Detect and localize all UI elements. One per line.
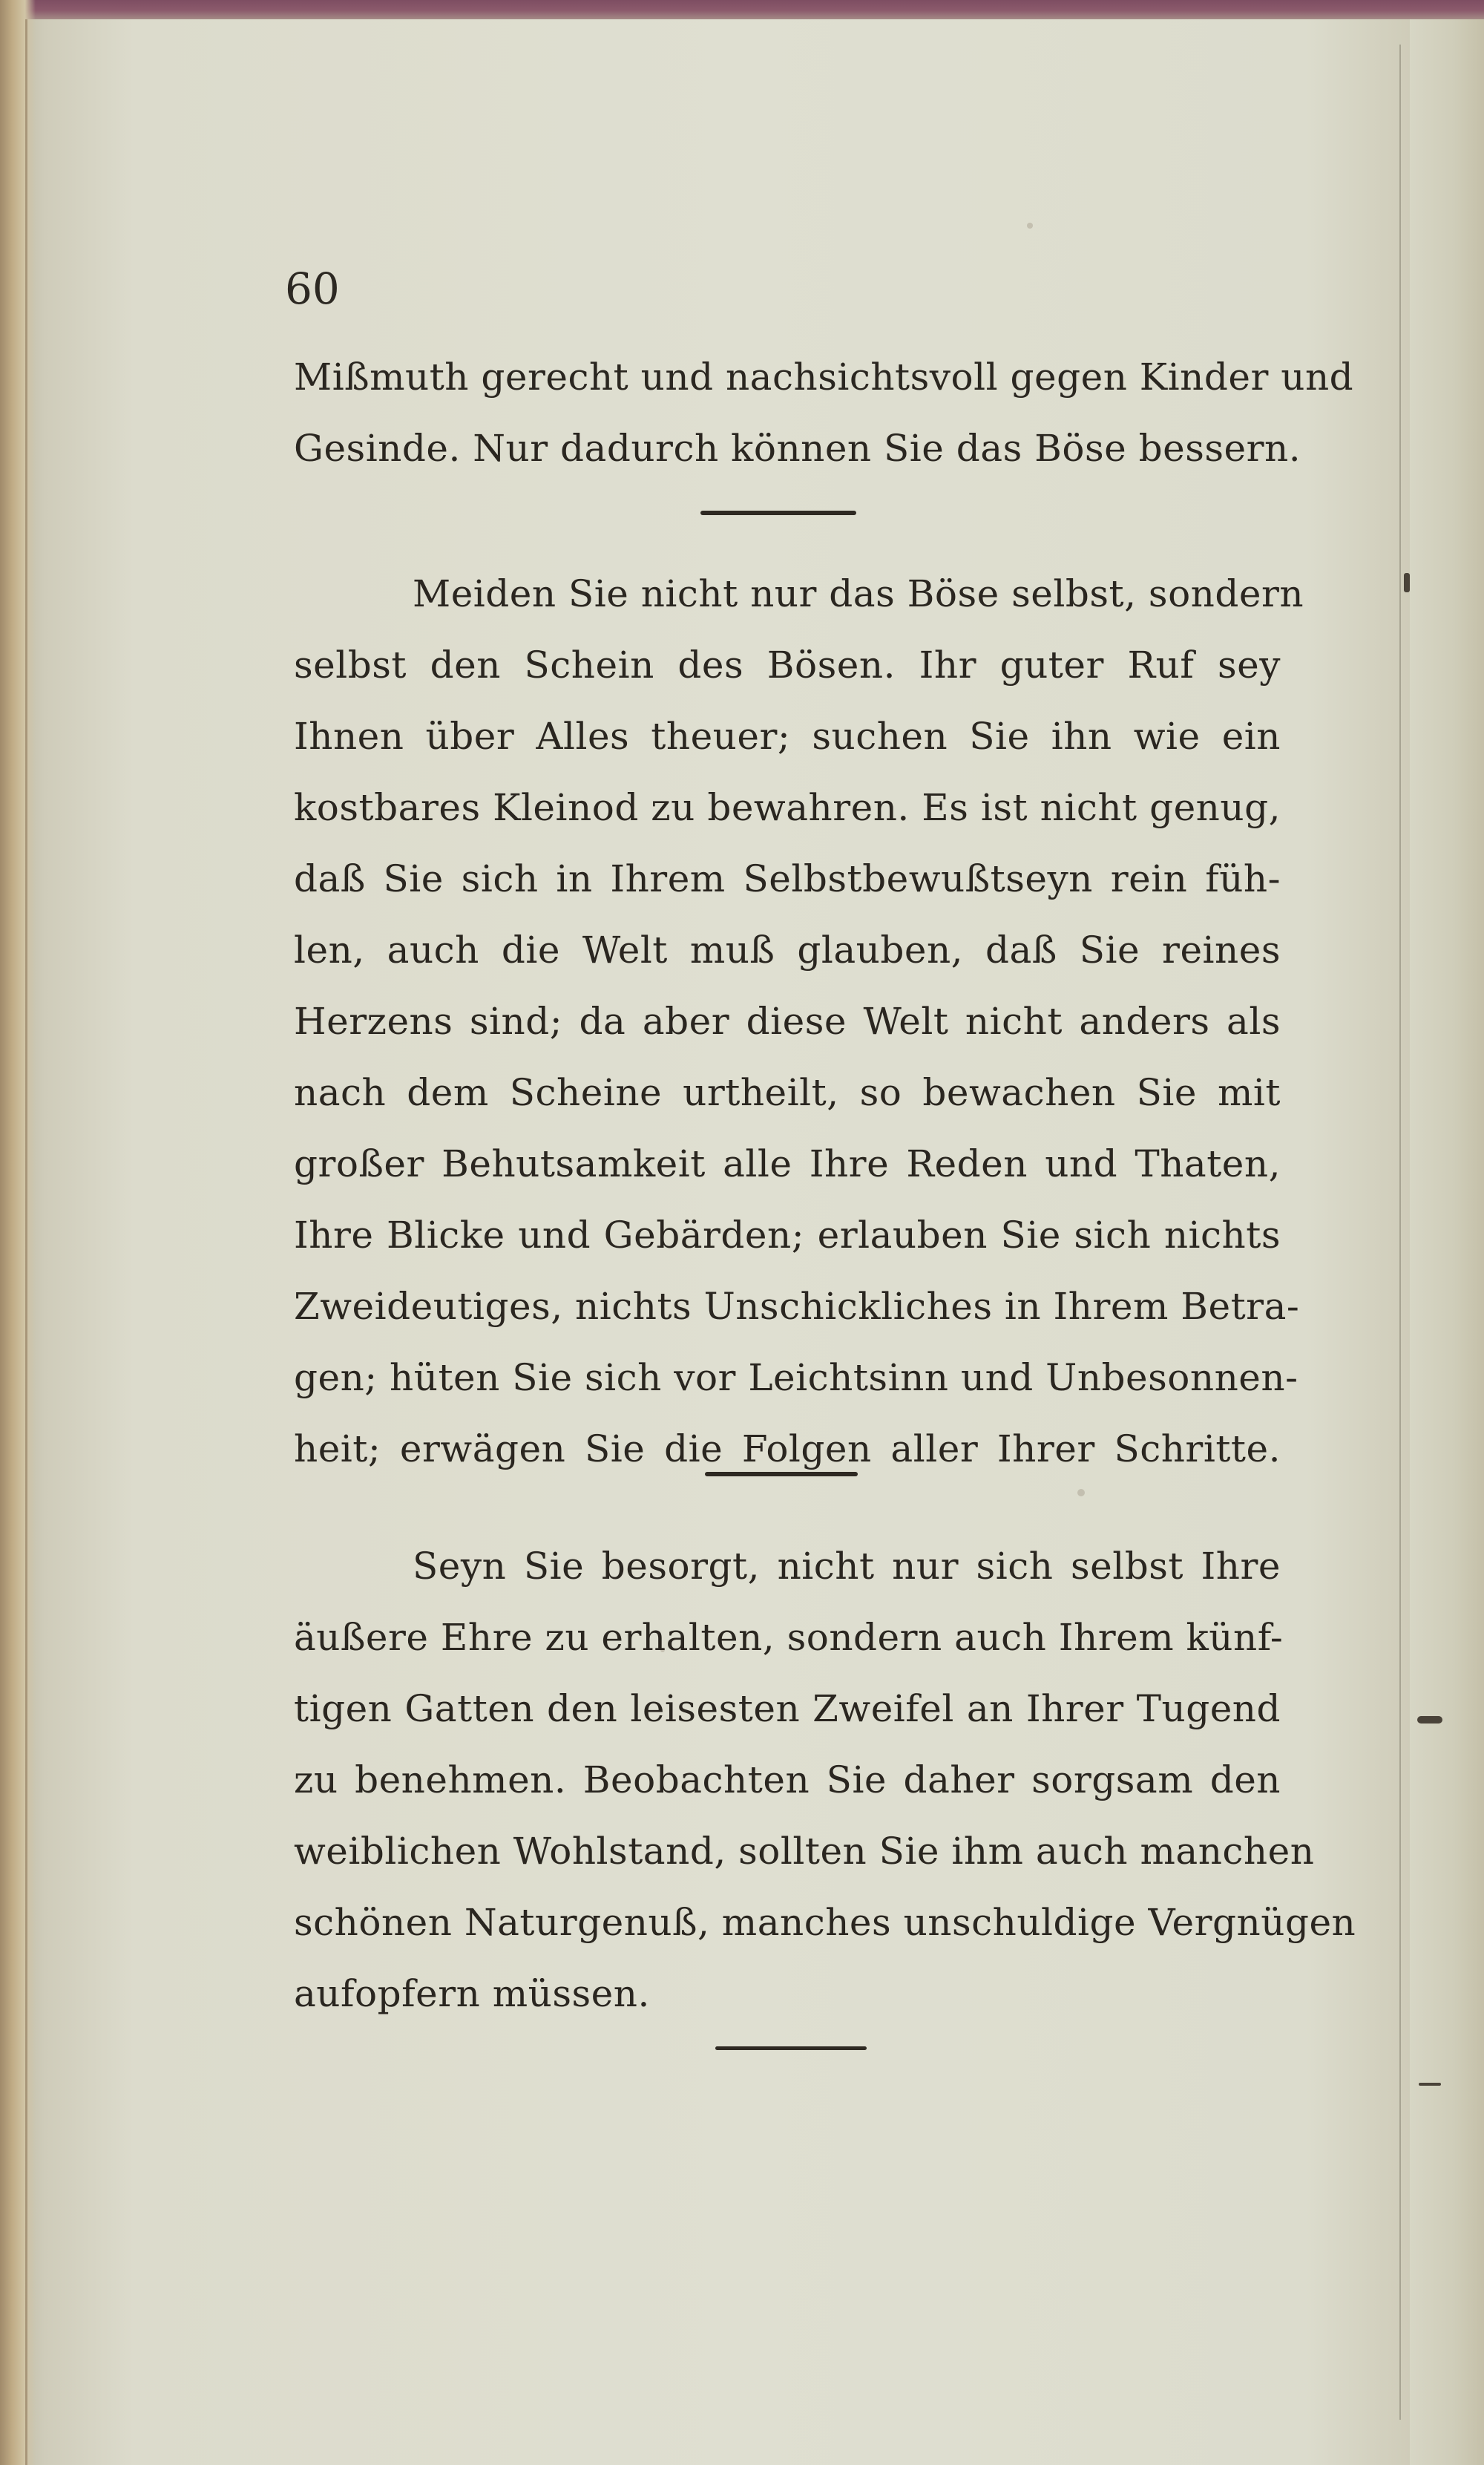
text-line: aufopfern müssen. (294, 1972, 650, 2015)
text-line: äußere Ehre zu erhalten, sondern auch Ihrem künf- (294, 1616, 1284, 1659)
page-number: 60 (285, 263, 340, 314)
section-divider (705, 1472, 858, 1476)
paragraph-3 (294, 1531, 1356, 2029)
text-line: Mißmuth gerecht und nachsichtsvoll gegen Kinder und (294, 356, 1354, 399)
text-line: großer Behutsamkeit alle Ihre Reden und Thaten, (294, 1142, 1281, 1185)
text-line: daß Sie sich in Ihrem Selbstbewußtseyn rein füh- (294, 857, 1281, 900)
page-gutter (0, 0, 36, 2465)
text-line: Seyn Sie besorgt, nicht nur sich selbst Ihre (413, 1545, 1281, 1588)
text-line: Herzens sind; da aber diese Welt nicht anders als (294, 1000, 1281, 1043)
text-line: weiblichen Wohlstand, sollten Sie ihm auch manchen (294, 1830, 1315, 1873)
text-line: Ihre Blicke und Gebärden; erlauben Sie sich nichts (294, 1214, 1281, 1257)
text-line: Ihnen über Alles theuer; suchen Sie ihn wie ein (294, 715, 1281, 758)
margin-mark (1419, 2083, 1441, 2086)
paragraph-1 (294, 341, 1354, 484)
paragraph-2 (294, 558, 1304, 1484)
text-line: schönen Naturgenuß, manches unschuldige Vergnügen (294, 1901, 1356, 1944)
margin-mark (1417, 1716, 1442, 1723)
text-line: kostbares Kleinod zu bewahren. Es ist nicht genug, (294, 786, 1281, 829)
margin-mark (1404, 573, 1410, 592)
text-line: Gesinde. Nur dadurch können Sie das Böse bessern. (294, 427, 1301, 470)
gutter-line (25, 19, 27, 2465)
section-divider (715, 2046, 867, 2050)
text-line: zu benehmen. Beobachten Sie daher sorgsam den (294, 1758, 1281, 1801)
text-line: selbst den Schein des Bösen. Ihr guter Ruf sey (294, 644, 1281, 687)
paper-spot (1027, 223, 1033, 229)
text-line: gen; hüten Sie sich vor Leichtsinn und Unbesonnen- (294, 1356, 1298, 1399)
text-line: tigen Gatten den leisesten Zweifel an Ihrer Tugend (294, 1687, 1281, 1730)
text-line: len, auch die Welt muß glauben, daß Sie reines (294, 929, 1281, 972)
page-fold-line (1399, 45, 1401, 2420)
next-page-edge (1410, 19, 1484, 2465)
paper-spot (1077, 1489, 1085, 1496)
book-cover-edge (0, 0, 1484, 19)
section-divider (700, 511, 856, 515)
text-line: heit; erwägen Sie die Folgen aller Ihrer Schritte. (294, 1427, 1281, 1470)
text-line: Meiden Sie nicht nur das Böse selbst, sondern (413, 572, 1304, 615)
text-line: Zweideutiges, nichts Unschickliches in Ihrem Betra- (294, 1285, 1300, 1328)
text-line: nach dem Scheine urtheilt, so bewachen Sie mit (294, 1071, 1281, 1114)
